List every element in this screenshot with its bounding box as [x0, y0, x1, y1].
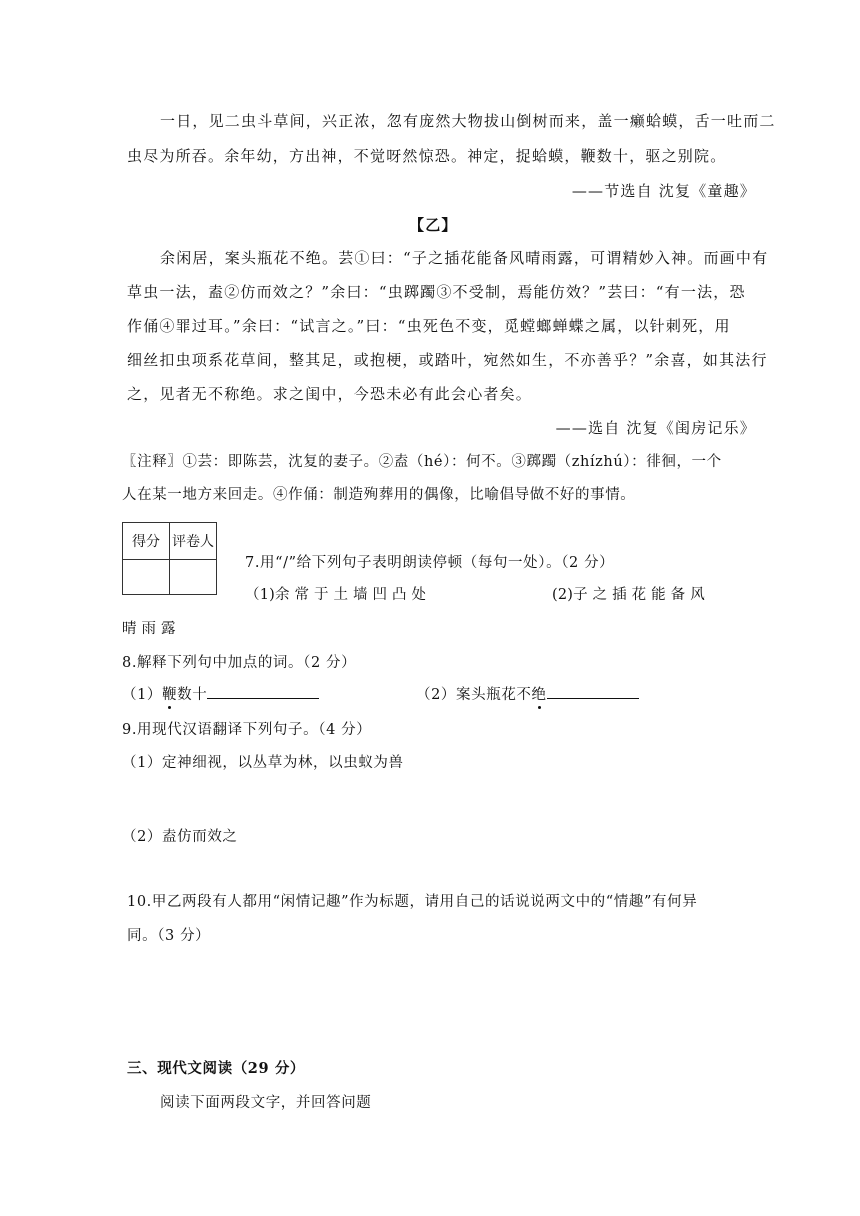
grader-cell[interactable] [170, 560, 217, 595]
q8-stem: 8.解释下列句中加点的词。（2 分） [122, 655, 357, 671]
q8-item-1-rest: 数十 [177, 687, 208, 703]
notes-line-2: 人在某一地方来回走。④作俑：制造殉葬用的偶像，比喻倡导做不好的事情。 [122, 487, 636, 503]
q9-stem: 9.用现代汉语翻译下列句子。（4 分） [122, 722, 372, 738]
notes-line-1: 〖注释〗①芸：即陈芸，沈复的妻子。②盍（hé）：何不。③踯躅（zhízhú）：徘徊，一个 [122, 454, 722, 470]
q10-line-2: 同。（3 分） [127, 928, 211, 944]
yi-line-3: 作俑④罪过耳。”余曰：“试言之。”曰：“虫死色不变，觅螳螂蝉蝶之属，以针刺死，用 [127, 317, 731, 335]
score-table [122, 522, 217, 595]
yi-heading: 【乙】 [409, 216, 458, 234]
q8-item-2-dotted-word: 绝 [531, 687, 547, 703]
q7-item-2-continued: 晴 雨 露 [122, 621, 176, 637]
q8-answer-blank-1[interactable] [207, 682, 319, 699]
jia-line-2: 虫尽为所吞。余年幼，方出神，不觉呀然惊恐。神定，捉蛤蟆，鞭数十，驱之别院。 [127, 147, 727, 165]
q7-stem: 7.用“/”给下列句子表明朗读停顿（每句一处）。（2 分） [245, 555, 615, 571]
q8-item-1-dotted-word: 鞭 [162, 687, 178, 703]
score-cell[interactable] [123, 560, 170, 595]
q10-line-1: 10.甲乙两段有人都用“闲情记趣”作为标题，请用自己的话说说两文中的“情趣”有何异 [127, 894, 698, 910]
q8-answer-blank-2[interactable] [547, 682, 639, 699]
yi-line-4: 细丝扣虫项系花草间，整其足，或抱梗，或踏叶，宛然如生，不亦善乎？”余喜，如其法行 [127, 351, 768, 369]
section-3-instruction: 阅读下面两段文字，并回答问题 [160, 1095, 372, 1111]
q8-item-1-prefix: （1） [122, 687, 163, 703]
q7-item-2: (2)子 之 插 花 能 备 风 [552, 587, 705, 603]
q9-item-2: （2）盍仿而效之 [122, 829, 238, 845]
q8-item-1 [122, 678, 319, 712]
jia-source: ——节选自 沈复《童趣》 [571, 182, 756, 200]
yi-source: ——选自 沈复《闺房记乐》 [555, 419, 756, 437]
grader-header: 评卷人 [170, 523, 217, 560]
jia-line-1: 一日，见二虫斗草间，兴正浓，忽有庞然大物拔山倒树而来，盖一癞蛤蟆，舌一吐而二 [160, 112, 776, 130]
q9-item-1: （1）定神细视，以丛草为林，以虫蚁为兽 [122, 755, 404, 771]
yi-line-2: 草虫一法，盍②仿而效之？”余曰：“虫踯躅③不受制，焉能仿效？”芸曰：“有一法，恐 [127, 283, 746, 301]
q7-item-1: （1)余 常 于 土 墙 凹 凸 处 [245, 587, 427, 603]
yi-line-1: 余闲居，案头瓶花不绝。芸①曰：“子之插花能备风晴雨露，可谓精妙入神。而画中有 [160, 249, 769, 267]
q8-item-2 [416, 678, 639, 712]
q8-item-2-prefix: （2）案头瓶花不 [416, 687, 532, 703]
score-header: 得分 [123, 523, 170, 560]
yi-line-5: 之，见者无不称绝。求之闺中，今恐未必有此会心者矣。 [127, 385, 533, 403]
section-3-title: 三、现代文阅读（29 分） [127, 1060, 306, 1077]
